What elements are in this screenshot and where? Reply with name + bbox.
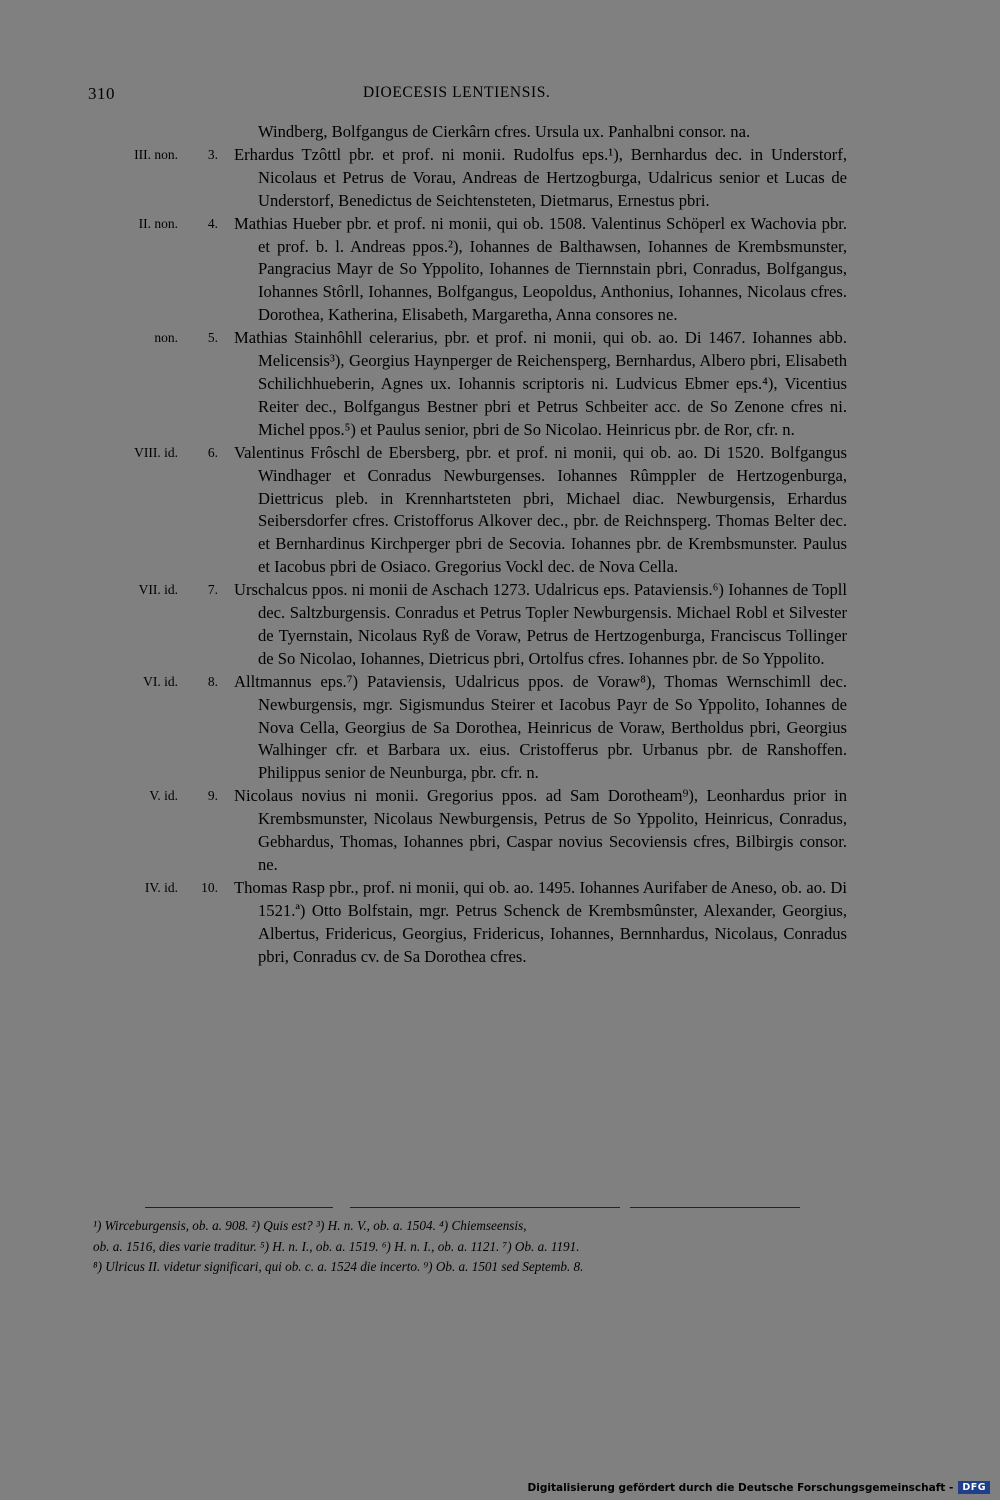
running-head: DIOECESIS LENTIENSIS.	[363, 84, 551, 101]
entry-number: 5.	[207, 330, 218, 346]
footnote-divider	[630, 1207, 800, 1208]
entry-date: VI. id.	[143, 673, 178, 689]
entry-text: Nicolaus novius ni monii. Gregorius ppos. ad Sam Dorotheam⁹), Leonhardus prior in Krembsmunster, Nicolaus Newburgensis, Petrus de So Yppolito, Heinricus, Conradus, Gebhardus, Thomas, Iohannes pbri, Caspar novius Secoviensis cfres, Bilbirgis consor. ne.	[234, 786, 847, 874]
footnote-divider	[350, 1207, 620, 1208]
footnote-line: ⁸) Ulricus II. videtur significari, qui ob. c. a. 1524 die incerto. ⁹) Ob. a. 1501 sed Septemb. 8.	[93, 1259, 584, 1274]
entry-10	[0, 877, 1000, 969]
entry-text: Windberg, Bolfgangus de Cierkârn cfres. Ursula ux. Panhalbni consor. na.	[258, 122, 751, 141]
entry-number: 6.	[207, 444, 218, 460]
entry-number: 8.	[207, 673, 218, 689]
entry-6	[0, 442, 1000, 579]
page-header	[88, 84, 858, 112]
entry-date: IV. id.	[144, 879, 178, 895]
page-number: 310	[88, 84, 115, 103]
entry-date: VII. id.	[138, 582, 178, 598]
entry-text: Urschalcus ppos. ni monii de Aschach 1273. Udalricus eps. Pataviensis.⁶) Iohannes de Topll dec. Saltzburgensis. Conradus et Petrus Topler Newburgensis. Michael Robl et Silvester de Tyernstain, Nicolaus Ryß de Voraw, Petrus de Hertzogenburga, Franciscus Tollinger de So Nicolao, Iohannes, Dietricus pbri, Ortolfus cfres. Iohannes pbr. de So Yppolito.	[234, 580, 847, 668]
entry-date: III. non.	[134, 146, 178, 162]
footnote-line: ¹) Wirceburgensis, ob. a. 908. ²) Quis est? ³) H. n. V., ob. a. 1504. ⁴) Chiemseensis,	[93, 1218, 527, 1233]
entry-4	[0, 213, 1000, 328]
entry-9	[0, 785, 1000, 877]
entry-7	[0, 579, 1000, 671]
entry-text: Mathias Stainhôhll celerarius, pbr. et prof. ni monii, qui ob. ao. Di 1467. Iohannes abb. Melicensis³), Georgius Haynperger de Reichensperg, Bernhardus, Albero pbri, Elisabeth Schilichhueberin, Agnes ux. Iohannis scriptoris ni. Ludvicus Ebmer eps.⁴), Vicentius Reiter dec., Bolfgangus Bestner pbri et Petrus Schbeiter acc. de So Zenone cfres ni. Michel ppos.⁵) et Paulus senior, pbri de So Nicolao. Heinricus pbr. de Ror, cfr. n.	[234, 328, 847, 439]
entry-date: VIII. id.	[134, 444, 178, 460]
entry-text: Thomas Rasp pbr., prof. ni monii, qui ob. ao. 1495. Iohannes Aurifaber de Aneso, ob. ao. Di 1521.ª) Otto Bolfstain, mgr. Petrus Schenck de Krembsmûnster, Alexander, Georgius, Albertus, Fridericus, Georgius, Fridericus, Iohannes, Bernnhardus, Nicolaus, Conradus pbri, Conradus cv. de Sa Dorothea cfres.	[234, 877, 847, 966]
entry-text: Erhardus Tzôttl pbr. et prof. ni monii. Rudolfus eps.¹), Bernhardus dec. in Understorf, Nicolaus et Petrus de Vorau, Andreas de Hertzogburga, Udalricus senior et Lucas de Understorf, Benedictus de Seichtensteten, Dietmarus, Ernestus pbri.	[234, 144, 847, 210]
entry-number: 9.	[207, 788, 218, 804]
entry-number: 4.	[207, 215, 218, 231]
entry-3	[0, 144, 1000, 213]
entry-5	[0, 327, 1000, 442]
entry-date: non.	[154, 330, 178, 346]
footnote-divider	[145, 1207, 333, 1208]
necrology-body	[0, 121, 1000, 969]
entry-text: Alltmannus eps.⁷) Pataviensis, Udalricus ppos. de Voraw⁸), Thomas Wernschimll dec. Newburgensis, mgr. Sigismundus Steirer et Iacobus Payr de So Yppolito, Iohannes de Nova Cella, Georgius de Sa Dorothea, Heinricus de Voraw, Bertholdus pbri, Georgius Walhinger cfr. et Barbara ux. eius. Cristofferus pbr. Urbanus pbr. de Ranshoffen. Philippus senior de Neunburga, pbr. cfr. n.	[234, 671, 847, 783]
entry-number: 7.	[207, 582, 218, 598]
dfg-logo: DFG	[958, 1481, 990, 1494]
entry-text: Valentinus Frôschl de Ebersberg, pbr. et prof. ni monii, qui ob. ao. Di 1520. Bolfgangus Windhager et Conradus Newburgenses. Iohannes Rûmppler de Hertzogenburga, Diettricus pleb. in Krennhartsteten pbri, Michael diac. Newburgensis, Erhardus Seibersdorfer cfres. Cristofforus Alkover dec., pbr. de Reichnsperg. Thomas Belter dec. et Bernhardinus Kirchperger pbri de Secovia. Iohannes pbr. de Krembsmunster. Paulus et Iacobus pbri de Osiaco. Gregorius Vockl dec. de Nova Cella.	[234, 442, 847, 577]
entry-date: II. non.	[138, 215, 178, 231]
credit-text: Digitalisierung gefördert durch die Deutsche Forschungsgemeinschaft -	[527, 1481, 954, 1494]
entry-date: V. id.	[149, 788, 178, 804]
entry-8	[0, 671, 1000, 786]
entry-number: 3.	[207, 146, 218, 162]
footnote-line: ob. a. 1516, dies varie traditur. ⁵) H. n. I., ob. a. 1519. ⁶) H. n. I., ob. a. 1121. ⁷) Ob. a. 1191.	[93, 1238, 580, 1254]
entry-number: 10.	[201, 879, 218, 895]
entry-text: Mathias Hueber pbr. et prof. ni monii, qui ob. 1508. Valentinus Schöperl ex Wachovia pbr. et prof. b. l. Andreas ppos.²), Iohannes de Balthawsen, Iohannes de Krembsmunster, Pangracius Mayr de So Yppolito, Iohannes de Tiernnstain pbri, Conradus, Bolfgangus, Iohannes Stôrll, Iohannes, Bolfgangus, Leopoldus, Anthonius, Iohannes, Nicolaus cfres. Dorothea, Katherina, Elisabeth, Margaretha, Anna consores ne.	[234, 213, 847, 325]
digitization-credit	[528, 1481, 990, 1494]
continuation-entry	[0, 121, 1000, 144]
footnotes	[93, 1216, 863, 1278]
